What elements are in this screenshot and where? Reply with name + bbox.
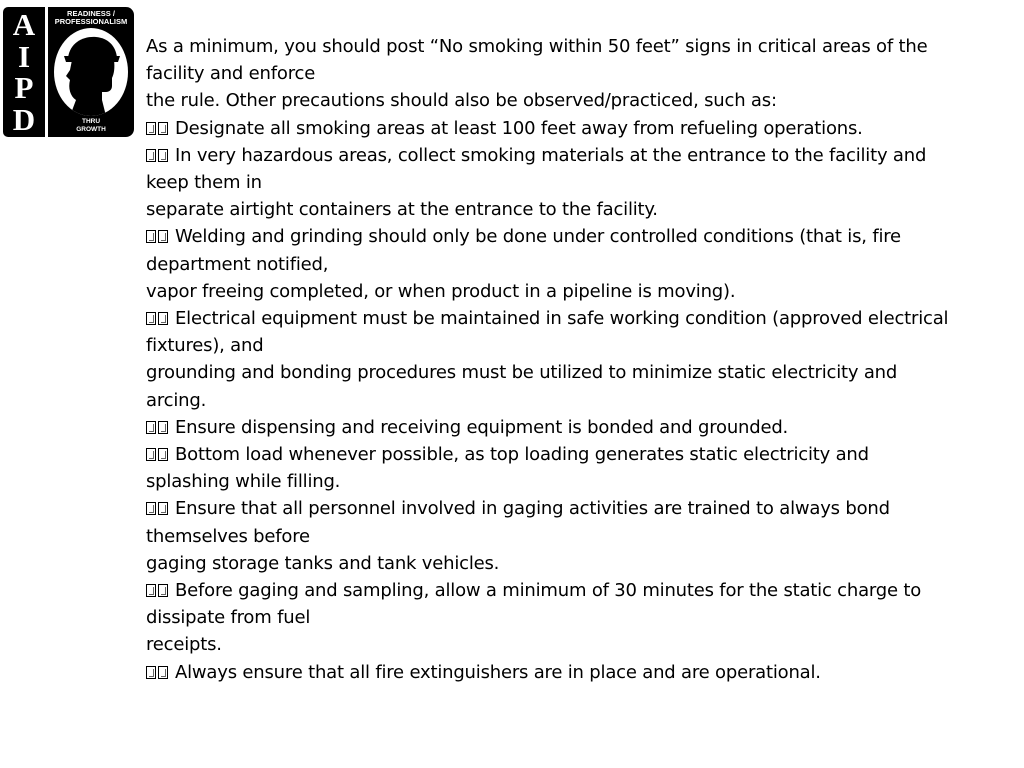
line-text: Always ensure that all fire extinguishers are in place and are operational. — [175, 661, 821, 683]
emblem-text-line: PROFESSIONALISM — [54, 17, 128, 26]
emblem-text-line: READINESS / — [67, 9, 115, 18]
line-text: facility and enforce — [146, 63, 316, 85]
missing-glyph-icon — [146, 142, 170, 169]
missing-glyph-box — [146, 666, 156, 679]
line-text: dissipate from fuel — [146, 607, 311, 629]
logo-letter: D — [12, 101, 36, 137]
text-line — [146, 60, 996, 87]
soldier-silhouette-icon — [54, 28, 128, 116]
line-text: splashing while filling. — [146, 471, 341, 493]
line-text: In very hazardous areas, collect smoking materials at the entrance to the facility and — [175, 144, 927, 166]
line-text: the rule. Other precautions should also be observed/practiced, such as: — [146, 90, 777, 112]
logo-letter: A — [12, 7, 36, 43]
missing-glyph-box — [158, 421, 168, 434]
emblem-top-text — [48, 10, 134, 26]
line-text: department notified, — [146, 253, 329, 275]
text-line — [146, 387, 996, 414]
missing-glyph-box — [158, 149, 168, 162]
missing-glyph-box — [158, 584, 168, 597]
missing-glyph-icon — [146, 414, 170, 441]
missing-glyph-icon — [146, 577, 170, 604]
logo-letters — [3, 7, 45, 137]
bullet-line — [146, 577, 996, 604]
missing-glyph-box — [146, 122, 156, 135]
line-text: Bottom load whenever possible, as top loading generates static electricity and — [175, 444, 869, 466]
missing-glyph-icon — [146, 495, 170, 522]
missing-glyph-box — [158, 230, 168, 243]
missing-glyph-box — [158, 502, 168, 515]
bullet-line — [146, 659, 996, 686]
text-line — [146, 169, 996, 196]
text-line — [146, 359, 996, 386]
line-text: Electrical equipment must be maintained in safe working condition (approved electrical — [175, 308, 949, 330]
text-line — [146, 33, 996, 60]
line-text: keep them in — [146, 172, 262, 194]
line-text: fixtures), and — [146, 335, 264, 357]
missing-glyph-icon — [146, 659, 170, 686]
missing-glyph-icon — [146, 441, 170, 468]
missing-glyph-box — [158, 448, 168, 461]
logo-emblem — [48, 7, 134, 137]
line-text: grounding and bonding procedures must be utilized to minimize static electricity and — [146, 362, 898, 384]
missing-glyph-box — [146, 421, 156, 434]
emblem-text-line: GROWTH — [76, 125, 106, 133]
missing-glyph-box — [146, 312, 156, 325]
line-text: arcing. — [146, 389, 207, 411]
missing-glyph-box — [158, 312, 168, 325]
text-line — [146, 604, 996, 631]
text-line — [146, 87, 996, 114]
bullet-line — [146, 142, 996, 169]
text-line — [146, 332, 996, 359]
text-line — [146, 196, 996, 223]
text-line — [146, 550, 996, 577]
missing-glyph-box — [158, 122, 168, 135]
missing-glyph-icon — [146, 115, 170, 142]
line-text: Welding and grinding should only be done under controlled conditions (that is, fire — [175, 226, 901, 248]
missing-glyph-box — [146, 584, 156, 597]
document-body — [146, 33, 996, 686]
emblem-bottom-text — [48, 118, 134, 133]
line-text: Designate all smoking areas at least 100 feet away from refueling operations. — [175, 117, 863, 139]
line-text: As a minimum, you should post “No smoking within 50 feet” signs in critical areas of the — [146, 36, 928, 57]
text-line — [146, 631, 996, 658]
text-line — [146, 251, 996, 278]
logo-letter: I — [17, 38, 31, 74]
bullet-line — [146, 441, 996, 468]
missing-glyph-box — [146, 448, 156, 461]
line-text: Ensure dispensing and receiving equipment is bonded and grounded. — [175, 416, 789, 438]
bullet-line — [146, 414, 996, 441]
missing-glyph-box — [146, 502, 156, 515]
missing-glyph-box — [158, 666, 168, 679]
missing-glyph-icon — [146, 223, 170, 250]
line-text: separate airtight containers at the entrance to the facility. — [146, 199, 658, 221]
logo-letter: P — [14, 70, 34, 106]
line-text: vapor freeing completed, or when product in a pipeline is moving). — [146, 280, 736, 302]
missing-glyph-icon — [146, 305, 170, 332]
line-text: themselves before — [146, 525, 310, 547]
bullet-line — [146, 115, 996, 142]
text-line — [146, 468, 996, 495]
bullet-line — [146, 495, 996, 522]
line-text: gaging storage tanks and tank vehicles. — [146, 552, 500, 574]
line-text: Before gaging and sampling, allow a minimum of 30 minutes for the static charge to — [175, 580, 922, 602]
missing-glyph-box — [146, 149, 156, 162]
emblem-text-line: THRU — [81, 118, 101, 125]
bullet-line — [146, 305, 996, 332]
text-line — [146, 523, 996, 550]
missing-glyph-box — [146, 230, 156, 243]
bullet-line — [146, 223, 996, 250]
line-text: receipts. — [146, 634, 222, 656]
aipd-logo — [3, 7, 134, 137]
line-text: Ensure that all personnel involved in gaging activities are trained to always bond — [175, 498, 890, 520]
text-line — [146, 278, 996, 305]
